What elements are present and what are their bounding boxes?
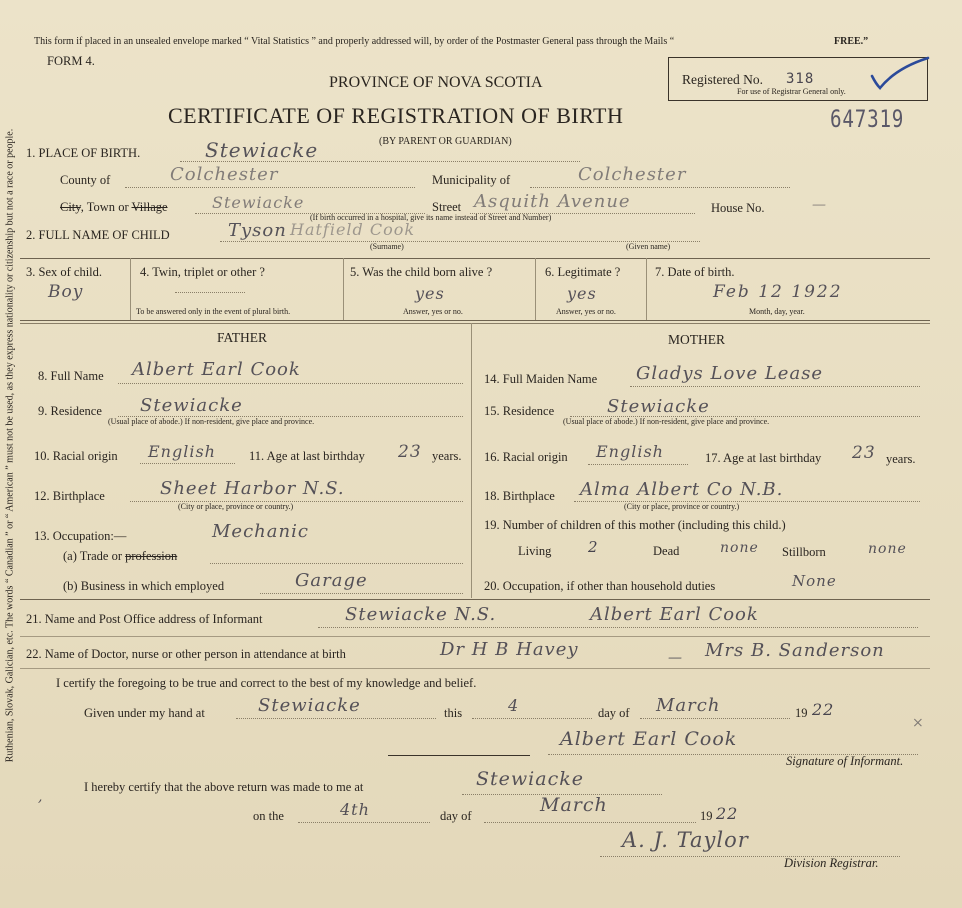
father-residence-note: (Usual place of abode.) If non-resident, give place and province. [108,417,315,426]
father-racial-line [140,463,235,464]
legitimate-value: yes [567,284,597,303]
child-name-faint: Hatfield Cook [290,220,416,239]
mother-occupation-value: None [792,572,837,590]
certificate-subtitle: (BY PARENT OR GUARDIAN) [379,136,512,147]
registrar-year: 22 [716,804,739,823]
given-month-line [640,718,790,719]
alive-label: 5. Was the child born alive ? [350,265,493,279]
divider [343,258,344,320]
municipality-label: Municipality of [432,173,511,187]
legitimate-label: 6. Legitimate ? [545,265,621,279]
father-age-value: 23 [398,442,422,462]
street-value: Asquith Avenue [474,191,631,212]
street-label: Street [432,200,462,214]
informant-name: Albert Earl Cook [590,604,759,625]
child-name-label: 2. FULL NAME OF CHILD [26,228,170,242]
registrar-day-of-label: day of [440,809,472,823]
row-top-rule [20,258,930,259]
house-number-label: House No. [711,201,765,215]
county-label: County of [60,173,111,187]
mother-name-line [630,386,920,387]
twin-note: To be answered only in the event of plural birth. [136,307,291,316]
mother-birthplace-value: Alma Albert Co N.B. [580,479,784,500]
father-age-label: 11. Age at last birthday [249,449,365,463]
place-of-birth-value: Stewiacke [205,138,319,162]
registrar-year-prefix: 19 [700,809,713,823]
dob-note: Month, day, year. [749,307,805,316]
rule-22 [20,668,930,669]
on-the-label: on the [253,809,284,823]
given-month: March [656,695,721,716]
given-day-line [472,718,592,719]
city-value: Stewiacke [212,193,305,212]
mother-name-label: 14. Full Maiden Name [484,372,598,386]
given-year: 22 [812,700,835,719]
stray-mark: , [38,789,44,805]
given-year-prefix: 19 [795,706,808,720]
dead-label: Dead [653,544,680,558]
father-business-label: (b) Business in which employed [63,579,225,593]
mother-children-label: 19. Number of children of this mother (including this child.) [484,518,786,532]
given-day: 4 [508,696,520,715]
mother-residence-note: (Usual place of abode.) If non-resident, give place and province. [563,417,770,426]
alive-value: yes [415,284,445,303]
stamped-number: 647319 [830,105,905,133]
province-heading: PROVINCE OF NOVA SCOTIA [329,74,543,91]
mother-name-value: Gladys Love Lease [636,363,824,384]
blank-signature-line [388,755,530,756]
father-birthplace-label: 12. Birthplace [34,489,105,503]
registrar-signature-label: Division Registrar. [784,856,879,870]
form-number: FORM 4. [47,54,95,68]
informant-signature-label: Signature of Informant. [786,754,904,768]
divider [535,258,536,320]
father-age-unit: years. [432,449,462,463]
father-trade-line [210,563,463,564]
certificate-title: CERTIFICATE OF REGISTRATION OF BIRTH [168,103,624,128]
city-town-village-label: City, Town or Village [60,200,168,214]
place-of-birth-label: 1. PLACE OF BIRTH. [26,146,141,160]
child-name-value: Tyson [228,220,287,241]
house-number-value: — [812,197,827,213]
informant-address: Stewiacke N.S. [345,604,497,625]
rule-21 [20,636,930,637]
parents-divider [471,323,472,598]
mother-residence-label: 15. Residence [484,404,555,418]
father-residence-value: Stewiacke [140,395,243,416]
father-birthplace-note: (City or place, province or country.) [178,502,294,511]
father-residence-label: 9. Residence [38,404,102,418]
dead-value: none [720,540,759,556]
twin-line [175,292,245,293]
registrar-month-line [484,822,696,823]
mother-birthplace-label: 18. Birthplace [484,489,555,503]
free-label: FREE.” [834,36,869,47]
registrar-day: 4th [340,800,370,819]
twin-label: 4. Twin, triplet or other ? [140,265,265,279]
mother-racial-label: 16. Racial origin [484,450,568,464]
father-heading: FATHER [217,330,268,345]
certify-statement: I certify the foregoing to be true and correct to the best of my knowledge and belief. [56,676,477,690]
mother-age-label: 17. Age at last birthday [705,451,822,465]
father-racial-value: English [148,442,216,461]
divider [646,258,647,320]
living-label: Living [518,544,552,558]
row-bottom-rule-2 [20,323,930,324]
registered-value: 318 [786,71,815,87]
mother-birthplace-note: (City or place, province or country.) [624,502,740,511]
given-place-line [236,718,436,719]
nurse-value: Mrs B. Sanderson [705,640,885,661]
stillborn-value: none [868,541,907,557]
father-birthplace-value: Sheet Harbor N.S. [160,478,345,499]
informant-line [318,627,918,628]
mother-heading: MOTHER [668,332,725,347]
registrar-month: March [540,794,608,816]
row-bottom-rule [20,320,930,321]
county-line [125,187,415,188]
margin-note: Ruthenian, Slovak, Galician, etc. The words “ Canadian ” or “ American ” must not be used, as they express nationality or citizenship but not a race or people. [4,128,16,763]
informant-label: 21. Name and Post Office address of Informant [26,612,263,626]
given-place: Stewiacke [258,695,361,716]
stray-mark: × [912,715,925,731]
given-under-label: Given under my hand at [84,706,205,720]
father-occupation-label: 13. Occupation:— [34,529,127,543]
divider [130,258,131,320]
father-trade-label: (a) Trade or profession [63,549,178,563]
mother-residence-value: Stewiacke [607,396,710,417]
attendant-dash: — [668,650,683,666]
street-note: (If birth occurred in a hospital, give its name instead of Street and Number) [310,213,552,222]
mother-occupation-label: 20. Occupation, if other than household duties [484,579,716,593]
father-racial-label: 10. Racial origin [34,449,118,463]
parents-bottom-rule [20,599,930,600]
father-business-value: Garage [295,570,368,591]
county-value: Colchester [170,164,279,185]
father-name-label: 8. Full Name [38,369,104,383]
surname-note: (Surname) [370,242,404,251]
check-mark-icon [866,54,932,94]
municipality-value: Colchester [578,164,687,185]
attendant-label: 22. Name of Doctor, nurse or other person in attendance at birth [26,647,346,661]
mother-racial-value: English [596,442,664,461]
alive-note: Answer, yes or no. [403,307,463,316]
father-name-line [118,383,463,384]
mail-notice: This form if placed in an unsealed envelope marked “ Vital Statistics ” and properly addressed will, by order of the Postmaster General pass through the Mails “ [34,36,675,47]
sex-label: 3. Sex of child. [26,265,103,279]
registrar-place: Stewiacke [476,768,584,790]
registrar-note: For use of Registrar General only. [737,87,846,96]
doctor-value: Dr H B Havey [440,639,579,660]
father-business-line [260,593,463,594]
stillborn-label: Stillborn [782,545,826,559]
municipality-line [530,187,790,188]
registrar-statement: I hereby certify that the above return was made to me at [84,780,364,794]
informant-signature: Albert Earl Cook [560,728,738,750]
given-name-note: (Given name) [626,242,671,251]
registered-label: Registered No. [682,72,763,87]
place-of-birth-line [180,161,580,162]
father-occupation-value: Mechanic [212,521,309,542]
dob-label: 7. Date of birth. [655,265,735,279]
father-name-value: Albert Earl Cook [132,359,301,380]
living-value: 2 [588,538,599,556]
dob-value: Feb 12 1922 [713,282,843,302]
mother-age-value: 23 [852,443,876,463]
registrar-signature: A. J. Taylor [622,828,749,852]
legitimate-note: Answer, yes or no. [556,307,616,316]
this-label: this [444,706,463,720]
sex-value: Boy [48,282,84,302]
registrar-day-line [298,822,430,823]
given-day-of-label: day of [598,706,630,720]
mother-age-unit: years. [886,452,916,466]
mother-racial-line [588,464,688,465]
